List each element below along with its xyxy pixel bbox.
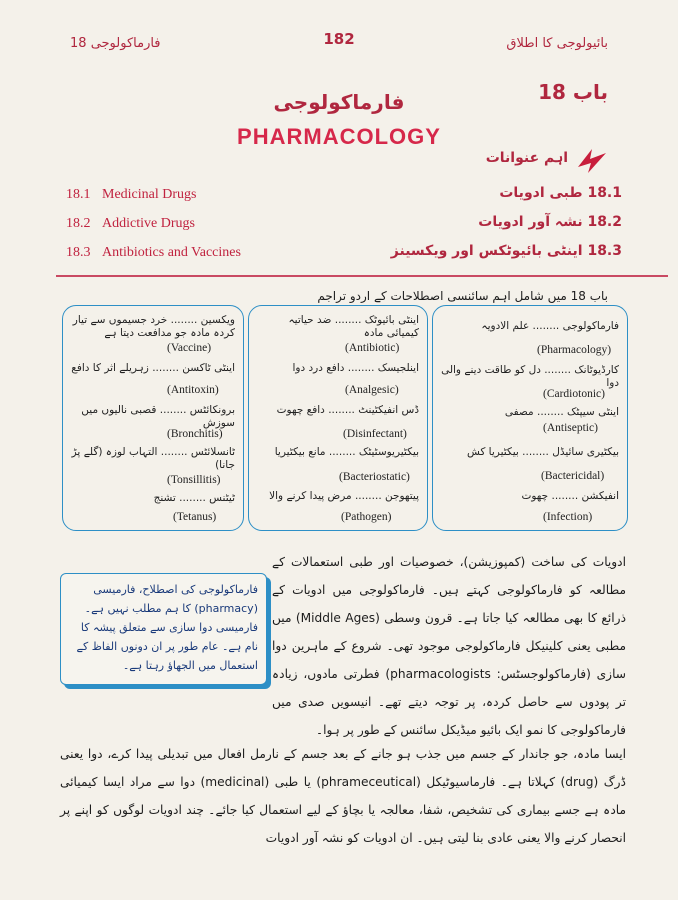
topic-ur-3: 18.3 اینٹی بائیوٹکس اور ویکسینز — [390, 243, 622, 259]
term-pathogen-ur: پیتھوجن ........ مرض پیدا کرنے والا — [269, 490, 419, 502]
lightning-bolt-icon — [574, 145, 610, 175]
term-antibiotic-en: (Antibiotic) — [345, 342, 400, 354]
topic-ur-1: 18.1 طبی ادویات — [499, 185, 622, 201]
term-antitoxin-en: (Antitoxin) — [167, 384, 219, 396]
term-tetanus-en: (Tetanus) — [173, 511, 217, 523]
term-infection-en: (Infection) — [543, 511, 593, 523]
term-antibiotic-ur: اینٹی بائیوٹک ........ ضد حیاتیہ کیمیائی مادہ — [288, 314, 419, 339]
term-disinfectant-ur: ڈس انفیکٹینٹ ........ دافع چھوت — [276, 404, 419, 416]
term-infection-ur: انفیکشن ........ چھوت — [521, 490, 619, 502]
terms-panel-middle — [248, 305, 428, 531]
term-pathogen-en: (Pathogen) — [341, 511, 392, 523]
topic-ur-2: 18.2 نشہ آور ادویات — [478, 214, 622, 230]
body-paragraph-2: ایسا مادہ، جو جاندار کے جسم میں جذب ہو جانے کے بعد جسم کے نارمل افعال میں تبدیلی پیدا کرے، دوا یعنی ڈرگ (drug) کہلاتا ہے۔ فارماسیوٹیکل (phrameceutical) یا طبی (medicinal) دوا سے مراد ایسا کیمیائی مادہ ہے جسے بیماری کی تشخیص، شفا، معالجہ یا بچاؤ کے لیے استعمال کیا جائے۔ چند ادویات لوگوں کو اپنے پر انحصار کرنے والا یعنی عادی بنا لیتی ہیں۔ ان ادویات کو نشہ آور ادویات — [60, 747, 626, 845]
term-analgesic-ur: اینلجیسک ........ دافع درد دوا — [292, 362, 419, 374]
topics-heading: اہم عنوانات — [485, 150, 568, 166]
term-tonsillitis-ur: ٹانسلائٹس ........ التہاب لوزہ (گلے پڑ جانا) — [71, 446, 235, 471]
term-bacteriostatic-ur: بیکٹیریوسٹیٹک ........ مانع بیکٹیریا — [274, 446, 419, 458]
term-tetanus-ur: ٹیٹنس ........ تشنج — [153, 492, 235, 504]
chapter-title-urdu: فارماکولوجی — [273, 90, 405, 114]
term-bronchitis-ur: برونکائٹس ........ قصبی نالیوں میں سوزش — [81, 404, 235, 429]
running-header-left: 18 فارماکولوجی — [70, 36, 161, 51]
term-cardiotonic-en: (Cardiotonic) — [543, 388, 605, 400]
divider-rule — [56, 275, 668, 277]
term-bactericidal-ur: بیکٹیری سائیڈل ........ بیکٹیریا کش — [466, 446, 619, 458]
term-antiseptic-en: (Antiseptic) — [543, 422, 598, 434]
sidebar-note-text: فارماکولوجی کی اصطلاح، فارمیسی (pharmacy) کا ہم مطلب نہیں ہے۔ فارمیسی دوا سازی سے متعلق پیشہ کا نام ہے۔ عام طور پر ان دونوں الفاظ کے استعمال میں الجھاؤ رہتا ہے۔ — [76, 583, 258, 672]
term-disinfectant-en: (Disinfectant) — [343, 428, 407, 440]
term-tonsillitis-en: (Tonsillitis) — [167, 474, 221, 486]
running-header-right: بائیولوجی کا اطلاق — [506, 36, 608, 51]
topic-en-2: 18.2 Addictive Drugs — [66, 216, 195, 231]
term-vaccine-ur: ویکسین ........ خرد جسیموں سے تیار کردہ مادہ جو مدافعت دیتا ہے — [72, 314, 235, 339]
term-pharmacology-en: (Pharmacology) — [537, 344, 612, 356]
chapter-title-english: PHARMACOLOGY — [237, 124, 441, 149]
term-bactericidal-en: (Bactericidal) — [541, 470, 605, 482]
term-antitoxin-ur: اینٹی ٹاکسن ........ زہریلے اثر کا دافع — [71, 362, 235, 374]
terms-panel-left — [62, 305, 244, 531]
chapter-label: باب 18 — [538, 80, 608, 104]
topic-en-1: 18.1 Medicinal Drugs — [66, 187, 197, 202]
term-pharmacology-ur: فارماکولوجی ........ علم الادویہ — [481, 320, 619, 332]
body-paragraph-1: ادویات کی ساخت (کمپوزیشن)، خصوصیات اور طبی استعمالات کے مطالعہ کو فارماکولوجی کہتے ہیں۔ فارماکولوجی میں ادویات کے ذرائع کا بھی مطالعہ کیا جاتا ہے۔ قرون وسطی (Middle Ages) میں مطبی یعنی کلینیکل فارماکولوجی موجود تھی۔ شروع کے ماہرین دوا سازی (فارماکولوجسٹس: pharmacologists) فطرتی مادوں، زیادہ تر پودوں سے حاصل کردہ، پر توجہ دیتے تھے۔ انیسویں صدی میں فارماکولوجی کا نمو ایک بائیو میڈیکل سائنس کے طور پر ہوا۔ — [272, 555, 626, 737]
term-vaccine-en: (Vaccine) — [167, 342, 212, 354]
terms-heading: باب 18 میں شامل اہم سائنسی اصطلاحات کے اردو تراجم — [317, 289, 608, 303]
term-bronchitis-en: (Bronchitis) — [167, 428, 223, 440]
term-cardiotonic-ur: کارڈیوٹانک ........ دل کو طاقت دینے والی دوا — [441, 364, 619, 389]
term-analgesic-en: (Analgesic) — [345, 384, 399, 396]
terms-panel-right — [432, 305, 628, 531]
page-number: 182 — [323, 30, 355, 48]
term-bacteriostatic-en: (Bacteriostatic) — [339, 471, 410, 483]
topic-en-3: 18.3 Antibiotics and Vaccines — [66, 245, 241, 260]
sidebar-note-box — [60, 573, 267, 685]
term-antiseptic-ur: اینٹی سیپٹک ........ مصفی — [504, 406, 619, 418]
